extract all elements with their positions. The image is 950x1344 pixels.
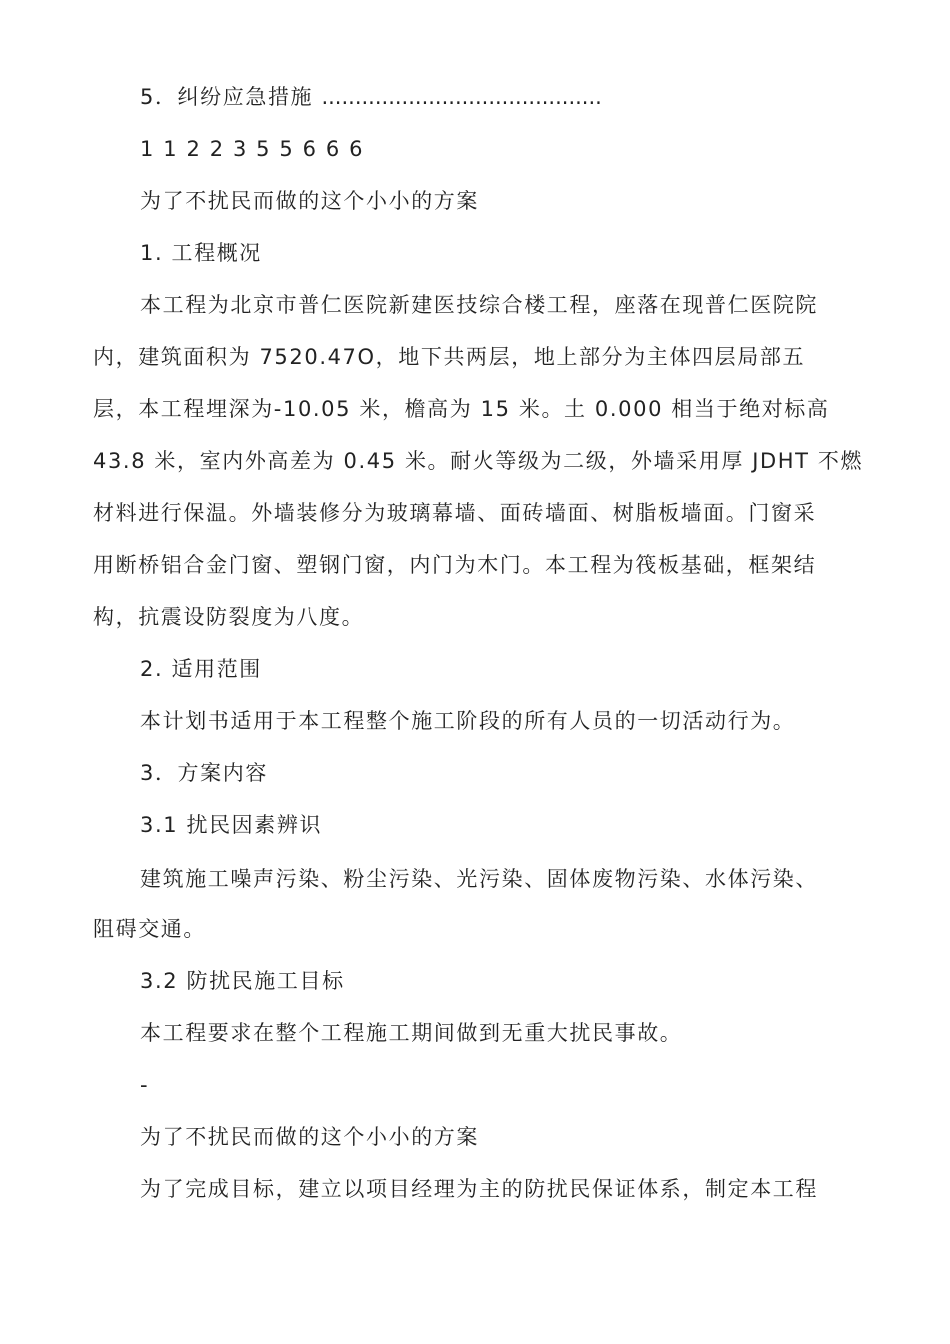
repeated-title: 为了不扰民而做的这个小小的方案	[140, 1125, 479, 1149]
section-1-heading: 1. 工程概况	[140, 241, 262, 265]
section-1-line-1: 本工程为北京市普仁医院新建医技综合楼工程，座落在现普仁医院院	[140, 293, 818, 317]
toc-page-numbers: 1 1 2 2 3 5 5 6 6 6	[140, 137, 365, 161]
section-3-heading: 3．方案内容	[140, 761, 268, 785]
section-2-heading: 2. 适用范围	[140, 657, 262, 681]
closing-line: 为了完成目标，建立以项目经理为主的防扰民保证体系，制定本工程	[140, 1177, 818, 1201]
section-1-line-7: 构，抗震设防裂度为八度。	[93, 605, 365, 629]
section-1-line-4: 43.8 米，室内外高差为 0.45 米。耐火等级为二级，外墙采用厚 JDHT 不燃	[93, 449, 864, 473]
toc-dot-leader: ..........................................	[321, 85, 602, 109]
toc-item-5-label: 5．纠纷应急措施	[140, 85, 314, 109]
section-3-1-line-1: 建筑施工噪声污染、粉尘污染、光污染、固体废物污染、水体污染、	[140, 867, 818, 891]
section-3-2-heading: 3.2 防扰民施工目标	[140, 969, 345, 993]
toc-item-5	[140, 82, 602, 112]
section-1-line-2: 内，建筑面积为 7520.47O，地下共两层，地上部分为主体四层局部五	[93, 345, 806, 369]
document-title: 为了不扰民而做的这个小小的方案	[140, 189, 479, 213]
section-1-line-3: 层，本工程埋深为-10.05 米，檐高为 15 米。土 0.000 相当于绝对标高	[93, 397, 830, 421]
section-3-2-text: 本工程要求在整个工程施工期间做到无重大扰民事故。	[140, 1021, 683, 1045]
separator-mark: -	[140, 1073, 150, 1097]
section-3-1-heading: 3.1 扰民因素辨识	[140, 813, 323, 837]
section-3-1-line-2: 阻碍交通。	[93, 917, 206, 941]
section-1-line-5: 材料进行保温。外墙装修分为玻璃幕墙、面砖墙面、树脂板墙面。门窗采	[93, 501, 817, 525]
section-2-text: 本计划书适用于本工程整个施工阶段的所有人员的一切活动行为。	[140, 709, 796, 733]
section-1-line-6: 用断桥铝合金门窗、塑钢门窗，内门为木门。本工程为筏板基础，框架结	[93, 553, 817, 577]
